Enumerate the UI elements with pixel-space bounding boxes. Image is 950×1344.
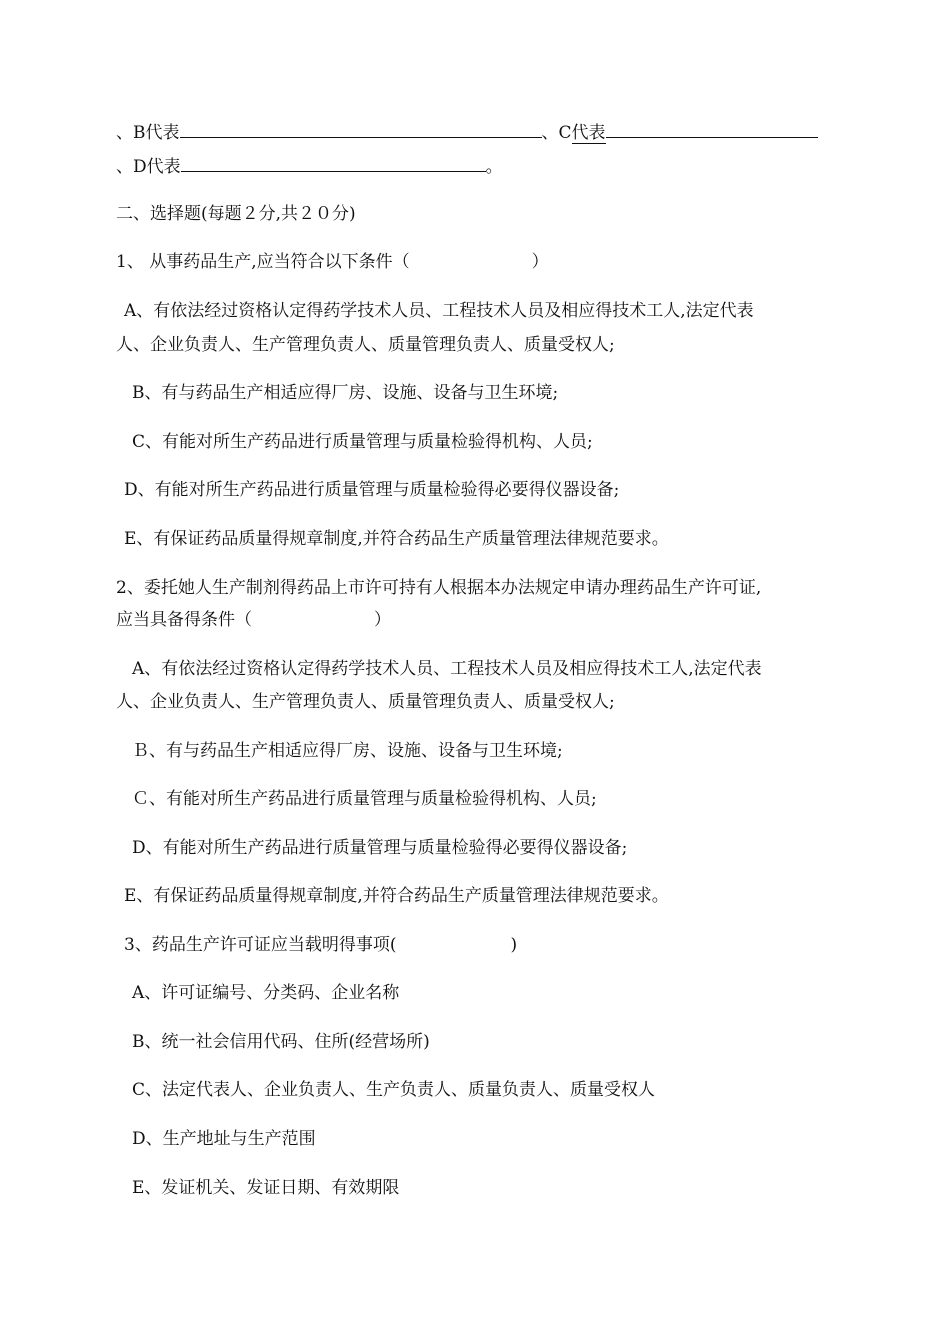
question-1-stem xyxy=(116,250,549,274)
fill-in-d-end: 。 xyxy=(485,157,503,177)
question-3-option-c: C、法定代表人、企业负责人、生产负责人、质量负责人、质量受权人 xyxy=(132,1080,656,1100)
question-3-close: ) xyxy=(510,935,518,955)
question-3-option-e: E、发证机关、发证日期、有效期限 xyxy=(132,1178,400,1198)
question-2-stem-line2 xyxy=(116,608,391,632)
fill-in-c-label: 代表 xyxy=(571,123,606,143)
question-1-option-c: C、有能对所生产药品进行质量管理与质量检验得机构、人员; xyxy=(132,432,593,452)
fill-in-line-bc xyxy=(116,119,818,145)
question-2-option-d: D、有能对所生产药品进行质量管理与质量检验得必要得仪器设备; xyxy=(132,838,628,858)
question-1-option-b: B、有与药品生产相适应得厂房、设施、设备与卫生环境; xyxy=(132,383,559,403)
fill-in-c-prefix: 、C xyxy=(541,123,572,143)
question-2-text: 应当具备得条件（ xyxy=(116,610,252,630)
question-1-option-e: E、有保证药品质量得规章制度,并符合药品生产质量管理法律规范要求。 xyxy=(124,529,669,549)
question-2-option-a-line2: 人、企业负责人、生产管理负责人、质量管理负责人、质量受权人; xyxy=(116,692,615,712)
question-2-close: ） xyxy=(374,610,391,630)
fill-in-d-label: 、D代表 xyxy=(116,157,181,177)
question-2-stem-line1: 2、委托她人生产制剂得药品上市许可持有人根据本办法规定申请办理药品生产许可证, xyxy=(116,578,762,598)
question-3-option-b: B、统一社会信用代码、住所(经营场所) xyxy=(132,1032,430,1052)
fill-in-b-blank[interactable] xyxy=(180,119,542,138)
question-1-option-d: D、有能对所生产药品进行质量管理与质量检验得必要得仪器设备; xyxy=(124,480,620,500)
fill-in-line-d xyxy=(116,153,503,179)
question-2-option-b: Ｂ、有与药品生产相适应得厂房、设施、设备与卫生环境; xyxy=(132,741,563,761)
fill-in-b-label: 、B代表 xyxy=(116,123,180,143)
section-heading: 二、选择题(每题２分,共２０分) xyxy=(116,204,356,224)
question-1-option-a-line2: 人、企业负责人、生产管理负责人、质量管理负责人、质量受权人; xyxy=(116,335,615,355)
question-1-option-a-line1: A、有依法经过资格认定得药学技术人员、工程技术人员及相应得技术工人,法定代表 xyxy=(124,301,754,321)
question-3-option-d: D、生产地址与生产范围 xyxy=(132,1129,316,1149)
question-1-text: 1、 从事药品生产,应当符合以下条件（ xyxy=(116,252,410,272)
question-3-text: 3、药品生产许可证应当载明得事项( xyxy=(124,935,397,955)
question-2-option-c: Ｃ、有能对所生产药品进行质量管理与质量检验得机构、人员; xyxy=(132,789,597,809)
question-1-close: ） xyxy=(531,252,549,272)
question-3-option-a: A、许可证编号、分类码、企业名称 xyxy=(132,983,400,1003)
question-2-option-a-line1: A、有依法经过资格认定得药学技术人员、工程技术人员及相应得技术工人,法定代表 xyxy=(132,659,762,679)
fill-in-d-blank[interactable] xyxy=(181,153,486,172)
question-3-stem xyxy=(124,933,517,957)
question-2-option-e: E、有保证药品质量得规章制度,并符合药品生产质量管理法律规范要求。 xyxy=(124,886,669,906)
fill-in-c-blank[interactable] xyxy=(606,119,818,138)
